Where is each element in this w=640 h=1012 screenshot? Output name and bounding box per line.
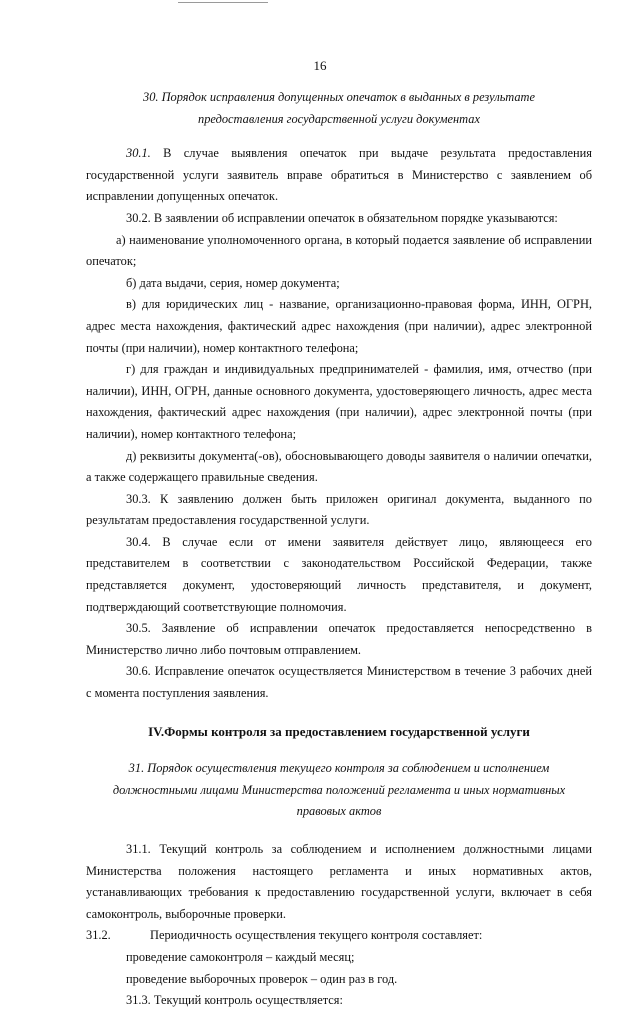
- paragraph-30-5: 30.5. Заявление об исправлении опечаток предоставляется непосредственно в Министерство лично либо почтовым отправлением.: [86, 621, 592, 657]
- paragraph-31-2-a: проведение самоконтроля – каждый месяц;: [126, 949, 355, 964]
- paragraph-31-2-number: 31.2.: [86, 928, 111, 943]
- section-31-heading-line1: 31. Порядок осуществления текущего контроля за соблюдением и исполнением: [128, 761, 550, 776]
- paragraph-30-2-b: б) дата выдачи, серия, номер документа;: [126, 275, 340, 290]
- section-iv-title: IV.Формы контроля за предоставлением государственной услуги: [148, 723, 530, 739]
- paragraph-30-1-text: В случае выявления опечаток при выдаче результата предоставления государственной услуги заявитель вправе обратиться в Министерство с заявлением об исправлении допущенных опечаток.: [86, 146, 592, 204]
- paragraph-31-2-b: проведение выборочных проверок – один раз в год.: [126, 971, 398, 986]
- section-30-heading-line1: 30. Порядок исправления допущенных опечаток в выданных в результате: [143, 90, 535, 104]
- paragraph-30-3: 30.3. К заявлению должен быть приложен оригинал документа, выданного по результатам предоставления государственной услуги.: [86, 491, 592, 528]
- top-scan-line: [178, 2, 268, 3]
- paragraph-30-2-g: г) для граждан и индивидуальных предпринимателей - фамилия, имя, отчество (при наличии), ИНН, ОГРН, данные основного документа, удостоверяющего личность, адрес места нахождения, фактический адрес нахождения (при наличии), адрес электронной почты (при наличии), номер контактного телефона;: [86, 362, 592, 441]
- paragraph-30-2-a: а) наименование уполномоченного органа, в который подается заявление об исправлении опечаток;: [86, 232, 592, 269]
- paragraph-31-2: [86, 925, 592, 947]
- section-31-heading-line2: должностными лицами Министерства положений регламента и иных нормативных: [112, 782, 566, 797]
- section-31-heading-line3: правовых актов: [296, 804, 382, 819]
- paragraph-31-2-text: Периодичность осуществления текущего контроля составляет:: [150, 928, 483, 943]
- paragraph-30-4: 30.4. В случае если от имени заявителя действует лицо, являющееся его представителем в соответствии с законодательством Российской Федерации, также представляется документ, удостоверяющий личность представителя, и документ, подтверждающий соответствующие полномочия.: [86, 534, 592, 614]
- paragraph-30-6: 30.6. Исправление опечаток осуществляется Министерством в течение 3 рабочих дней с момента поступления заявления.: [86, 664, 592, 701]
- page-number: 16: [313, 58, 327, 73]
- paragraph-30-1: [86, 143, 592, 208]
- paragraph-30-2-v: в) для юридических лиц - название, организационно-правовая форма, ИНН, ОГРН, адрес места нахождения, фактический адрес нахождения (при наличии), адрес электронной почты (при наличии), номер контактного телефона;: [86, 297, 592, 355]
- paragraph-31-1: 31.1. Текущий контроль за соблюдением и исполнением должностными лицами Министерства положения настоящего регламента и иных нормативных актов, устанавливающих требования к предоставлению государственной услуги, включает в себя самоконтроль, выборочные проверки.: [86, 842, 592, 921]
- paragraph-31-3: 31.3. Текущий контроль осуществляется:: [126, 993, 343, 1008]
- paragraph-30-1-number: 30.1.: [126, 146, 151, 161]
- document-body: [86, 87, 592, 1012]
- section-30-heading-line2: предоставления государственной услуги документах: [198, 111, 480, 126]
- paragraph-30-2: 30.2. В заявлении об исправлении опечаток в обязательном порядке указываются:: [126, 210, 558, 225]
- paragraph-30-2-d: д) реквизиты документа(-ов), обосновывающего доводы заявителя о наличии опечатки, а также содержащего правильные сведения.: [86, 448, 592, 485]
